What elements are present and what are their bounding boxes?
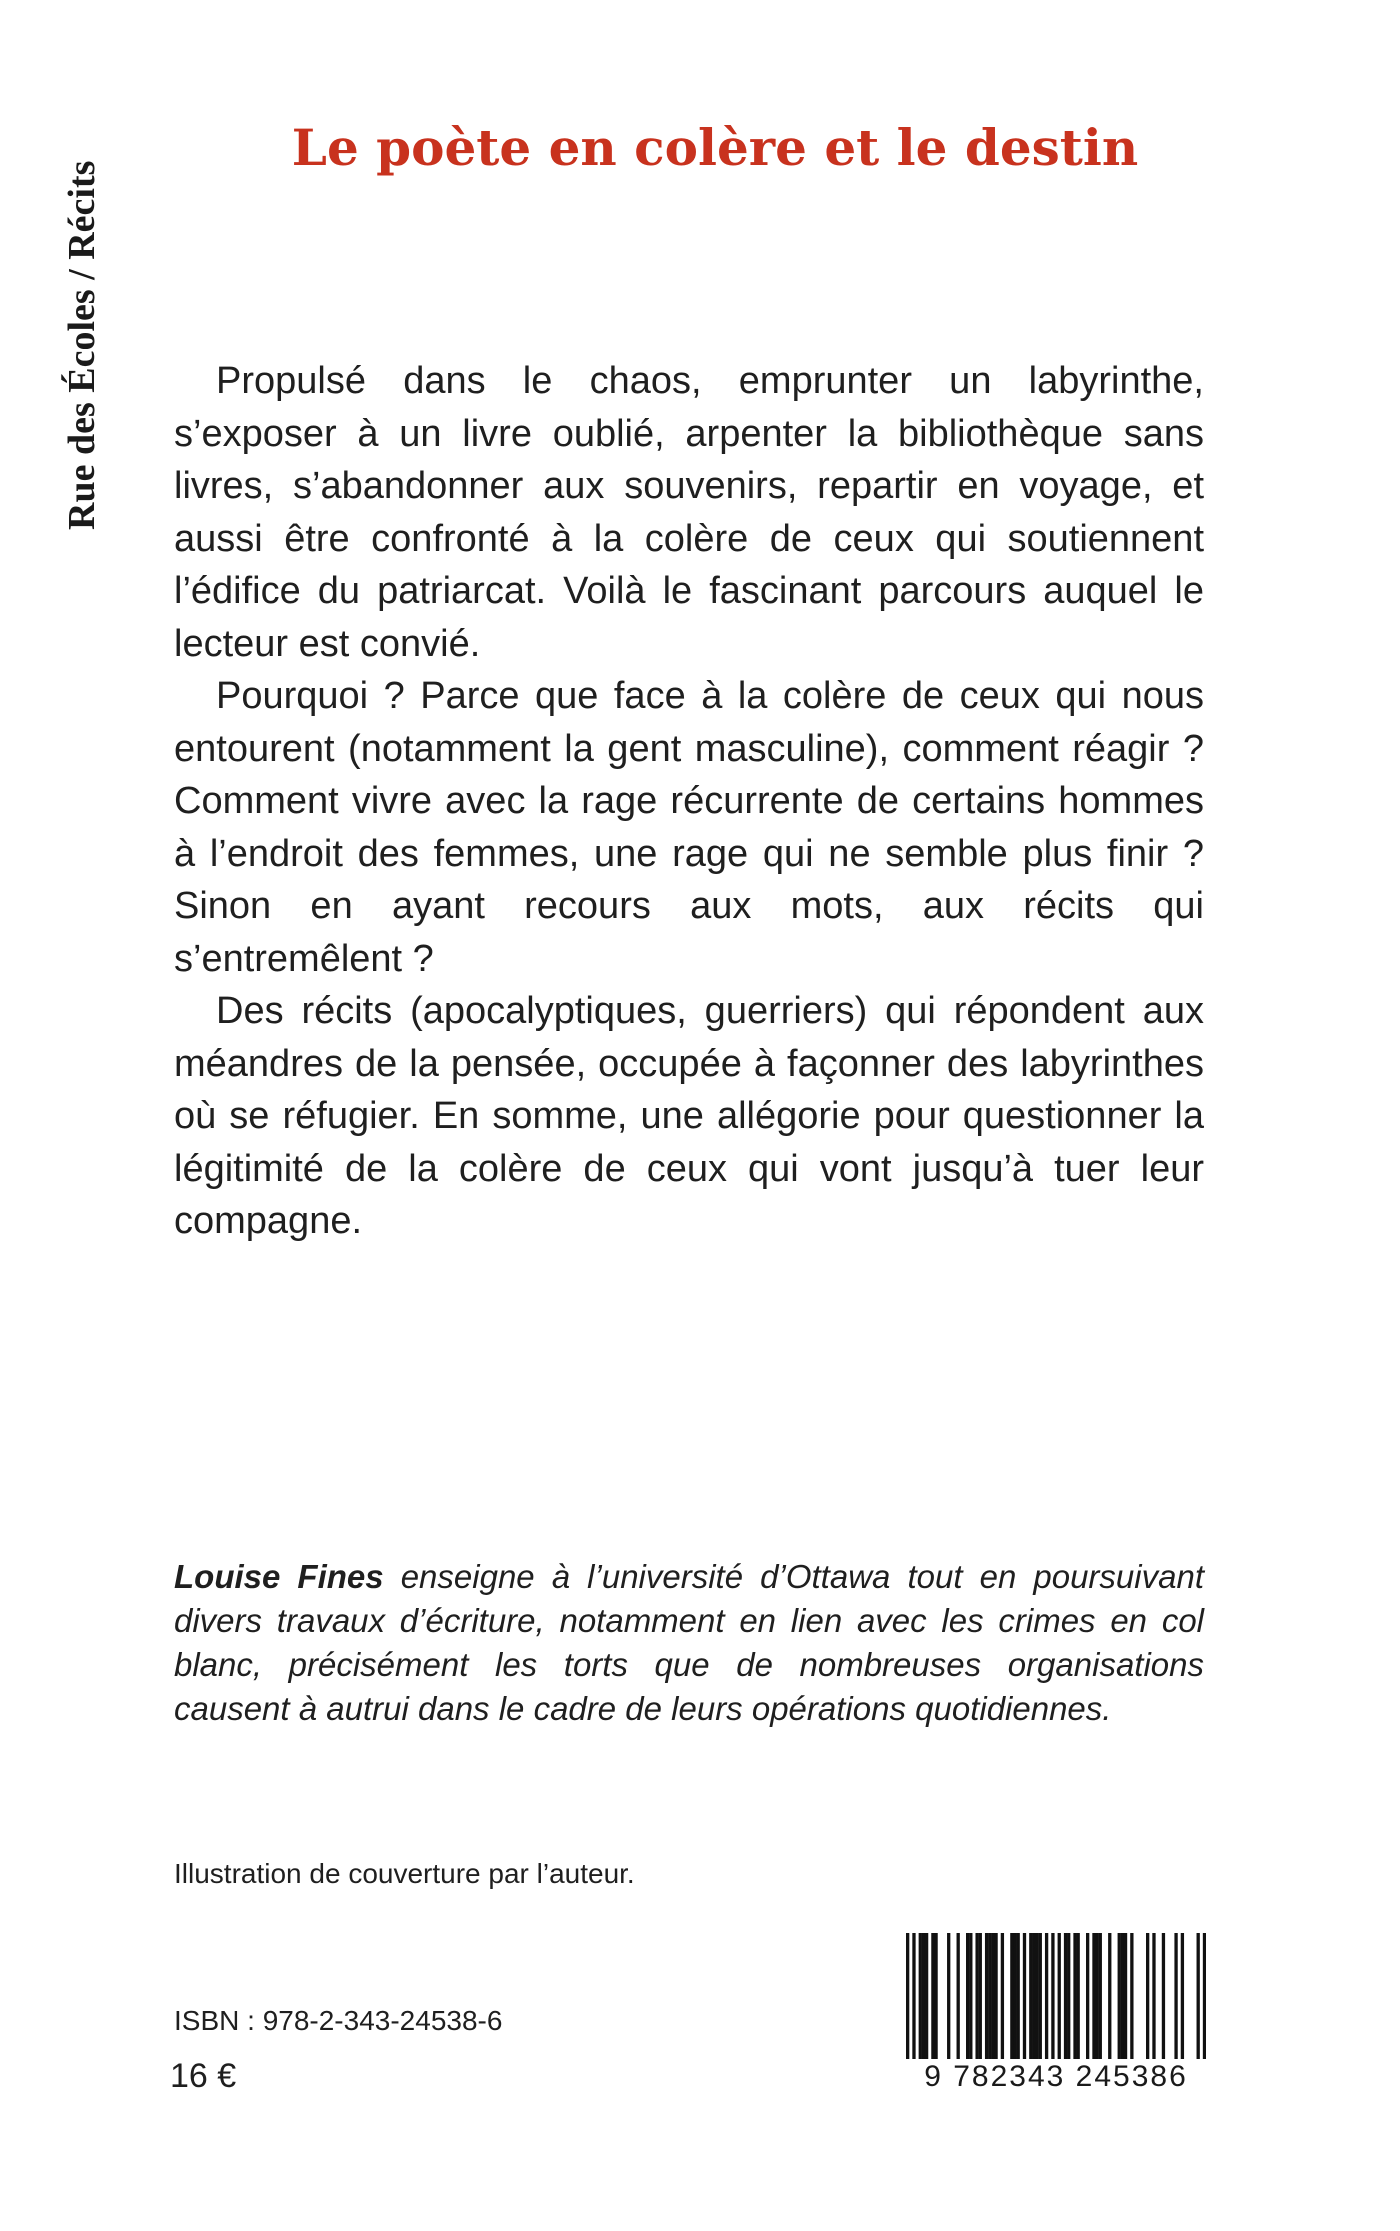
author-bio-text: enseigne à l’université d’Ottawa tout en poursuivant divers travaux d’écriture, notamment en lien avec les crimes en col blanc, précisément les torts que de nombreuses organisations causent à autrui dans le cadre de leurs opérations quotidiennes. <box>174 1558 1204 1727</box>
barcode-bar <box>1118 1933 1121 2061</box>
barcode-bar <box>1121 1933 1124 2061</box>
barcode-bar <box>1010 1933 1013 2061</box>
barcode-bar <box>1073 1933 1076 2061</box>
barcode-bar <box>1077 1933 1080 2061</box>
barcode-bar <box>1174 1933 1177 2061</box>
book-title: Le poète en colère et le destin <box>291 118 1139 177</box>
blurb <box>174 355 1204 1248</box>
barcode <box>906 1933 1206 2095</box>
barcode-bar <box>1146 1933 1149 2061</box>
barcode-bar <box>1092 1933 1095 2061</box>
barcode-bar <box>1124 1933 1127 2061</box>
barcode-bar <box>979 1933 982 2061</box>
barcode-bar <box>922 1933 925 2061</box>
price: 16 € <box>170 2057 237 2095</box>
barcode-bar <box>985 1933 988 2061</box>
cover-credit: Illustration de couverture par l’auteur. <box>174 1858 635 1889</box>
barcode-bar <box>947 1933 950 2061</box>
author-name: Louise Fines <box>174 1558 384 1595</box>
barcode-bar <box>1108 1933 1111 2061</box>
barcode-bar <box>931 1933 934 2061</box>
barcode-bar <box>966 1933 969 2061</box>
barcode-bar <box>1162 1933 1165 2061</box>
barcode-bar <box>1039 1933 1042 2061</box>
isbn: ISBN : 978-2-343-24538-6 <box>174 2005 503 2036</box>
barcode-bar <box>1035 1933 1038 2061</box>
barcode-bar <box>919 1933 922 2061</box>
barcode-bar <box>934 1933 937 2061</box>
barcode-bar <box>1067 1933 1070 2061</box>
barcode-bar <box>1029 1933 1032 2061</box>
barcode-bar <box>1032 1933 1035 2061</box>
barcode-bar <box>1023 1933 1026 2061</box>
barcode-bar <box>957 1933 960 2061</box>
blurb-paragraph: Des récits (apocalyptiques, guerriers) qui répondent aux méandres de la pensée, occupée à façonner des labyrinthes où se réfugier. En somme, une allégorie pour questionner la légitimité de la colère de ceux qui vont jusqu’à tuer leur compagne. <box>174 990 1204 1242</box>
barcode-digits: 9 782343 245386 <box>906 2059 1206 2095</box>
blurb-paragraph: Propulsé dans le chaos, emprunter un labyrinthe, s’exposer à un livre oublié, arpenter la bibliothèque sans livres, s’abandonner aux souvenirs, repartir en voyage, et aussi être confronté à la colère de ceux qui soutiennent l’édifice du patriarcat. Voilà le fascinant parcours auquel le lecteur est convié. <box>174 360 1204 665</box>
barcode-bar <box>1130 1933 1133 2061</box>
barcode-bar <box>1152 1933 1155 2061</box>
barcode-bar <box>1064 1933 1067 2061</box>
barcode-bar <box>1001 1933 1004 2061</box>
barcode-bar <box>1017 1933 1020 2061</box>
barcode-bar <box>925 1933 928 2061</box>
barcode-bar <box>1181 1933 1184 2061</box>
barcode-bar <box>1095 1933 1098 2061</box>
barcode-bar <box>988 1933 991 2061</box>
author-bio <box>174 1555 1204 1731</box>
blurb-paragraph: Pourquoi ? Parce que face à la colère de ceux qui nous entourent (notamment la gent masculine), comment réagir ? Comment vivre avec la rage récurrente de certains hommes à l’endroit des femmes, une rage qui ne semble plus finir ? Sinon en ayant recours aux mots, aux récits qui s’entremêlent ? <box>174 675 1204 980</box>
barcode-bar <box>975 1933 978 2061</box>
barcode-bar <box>1045 1933 1048 2061</box>
barcode-bar <box>994 1933 997 2061</box>
barcode-bar <box>991 1933 994 2061</box>
barcode-bar <box>1086 1933 1089 2061</box>
series-label: Rue des Écoles / Récits <box>61 160 103 530</box>
barcode-bar <box>1013 1933 1016 2061</box>
barcode-bar <box>1099 1933 1102 2061</box>
barcode-bar <box>969 1933 972 2061</box>
